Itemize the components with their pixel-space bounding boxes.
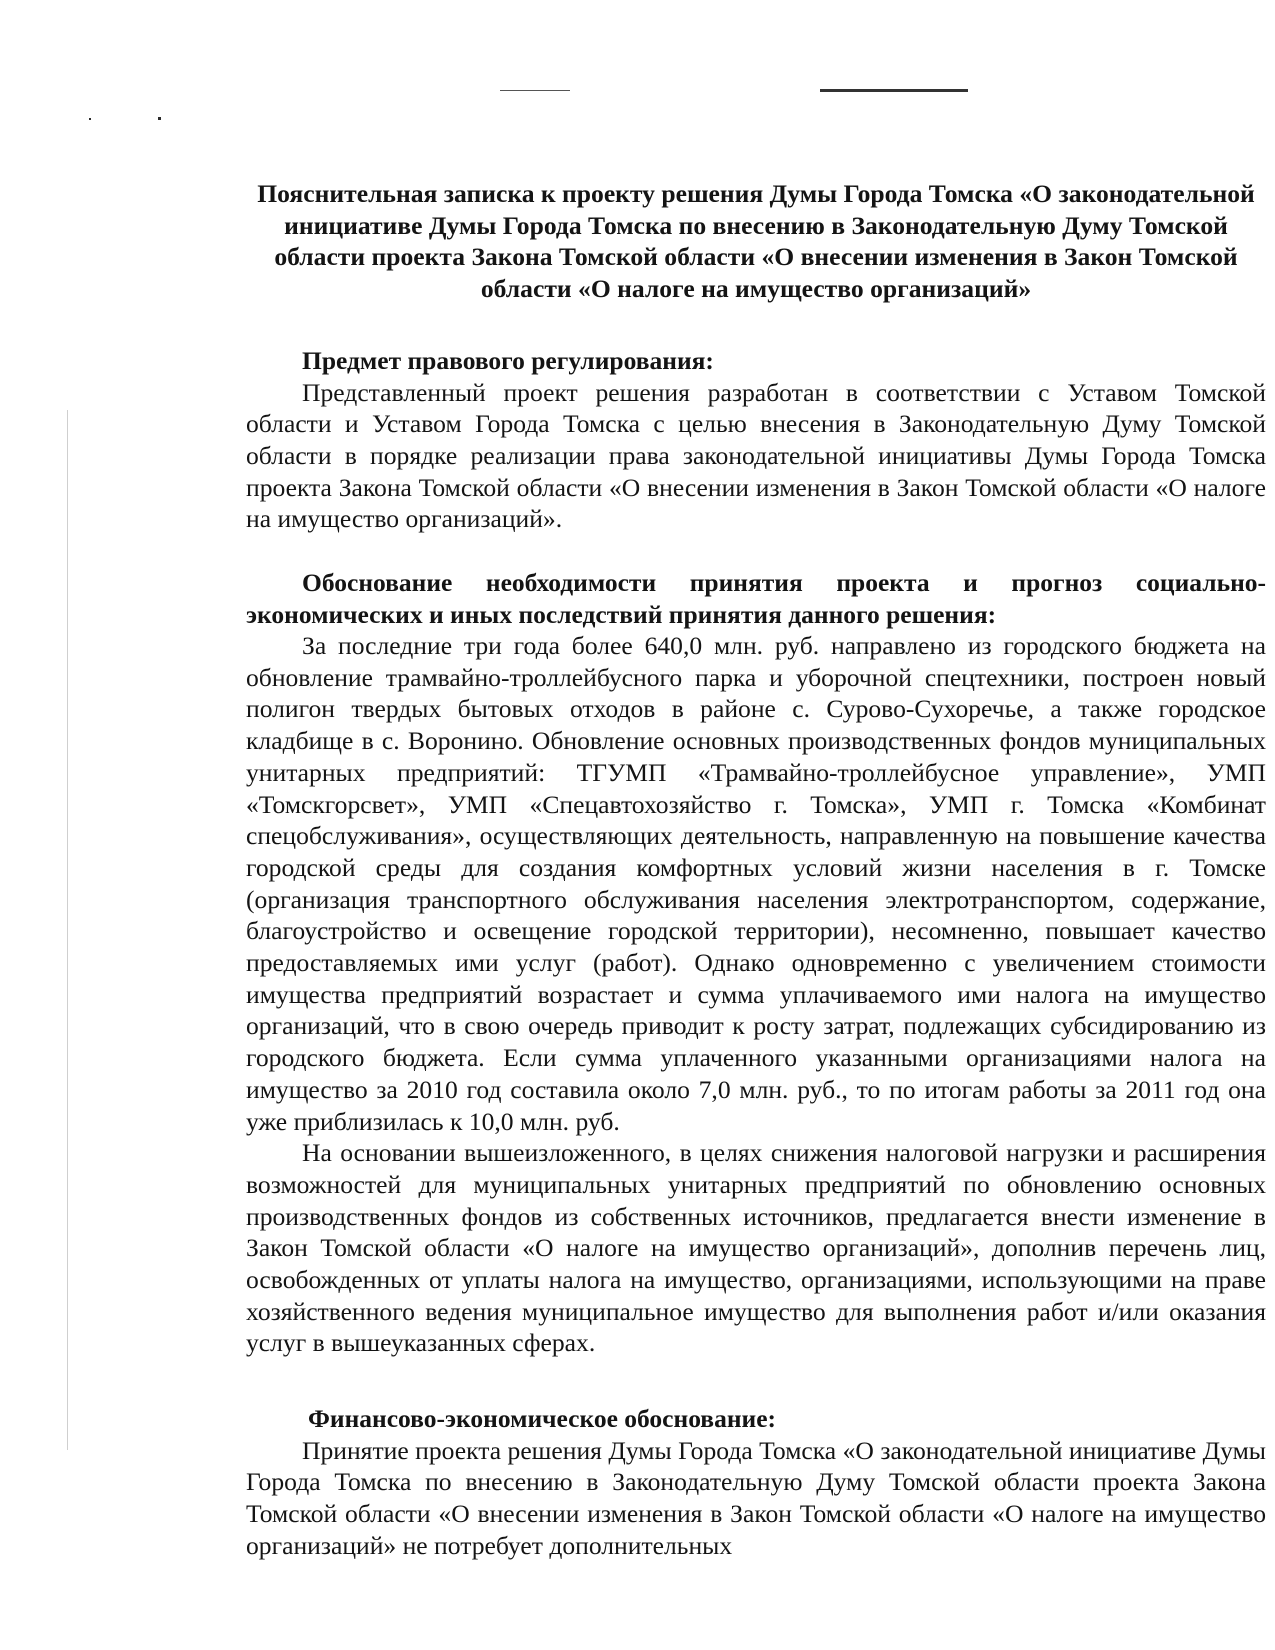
section-heading: Предмет правового регулирования: — [302, 346, 714, 375]
scan-dot-1 — [89, 118, 91, 120]
paragraph: Представленный проект решения разработан в соответствии с Уставом Томской области и Уставом Города Томска с целью внесения в Законодательную Думу Томской области в порядке реализации права законодательной инициативы Думы Города Томска проекта Закона Томской области «О внесении изменения в Закон Томской области «О налоге на имущество организаций». — [246, 377, 1266, 534]
paragraph: Принятие проекта решения Думы Города Томска «О законодательной инициативе Думы Города Томска по внесению в Законодательную Думу Томской области проекта Закона Томской области «О внесении изменения в Закон Томской области «О налоге на имущество организаций» не потребует дополнительных — [246, 1435, 1266, 1560]
scan-dash-left — [500, 90, 570, 91]
section-heading: Обоснование необходимости принятия проекта и прогноз социально-экономических и иных последствий принятия данного решения: — [246, 568, 1266, 629]
section-heading: Финансово-экономическое обоснование: — [308, 1404, 777, 1434]
scan-edge-line — [67, 410, 68, 1450]
paragraph: За последние три года более 640,0 млн. руб. направлено из городского бюджета на обновление трамвайно-троллейбусного парка и уборочной спецтехники, построен новый полигон твердых бытовых отходов в районе с. Сурово-Сухоречье, а также городское кладбище в с. Воронино. Обновление основных производственных фондов муниципальных унитарных предприятий: ТГУМП «Трамвайно-троллейбусное управление», УМП «Томскгорсвет», УМП «Спецавтохозяйство г. Томска», УМП г. Томска «Комбинат спецобслуживания», осуществляющих деятельность, направленную на повышение качества городской среды для создания комфортных условий жизни населения в г. Томске (организация транспортного обслуживания населения электротранспортом, содержание, благоустройство и освещение городской территории), несомненно, повышает качество предоставляемых ими услуг (работ). Однако одновременно с увеличением стоимости имущества предприятий возрастает и сумма уплачиваемого ими налога на имущество организаций, что в свою очередь приводит к росту затрат, подлежащих субсидированию из городского бюджета. Если сумма уплаченного указанными организациями налога на имущество за 2010 год составила около 7,0 млн. руб., то по итогам работы за 2011 год она уже приблизилась к 10,0 млн. руб. — [246, 631, 1266, 1136]
scan-dot-2 — [158, 117, 161, 120]
section-financial — [246, 1403, 1266, 1561]
document — [246, 178, 1266, 1562]
section-subject — [246, 345, 1266, 535]
paragraph: На основании вышеизложенного, в целях снижения налоговой нагрузки и расширения возможностей для муниципальных унитарных предприятий по обновлению основных производственных фондов из собственных источников, предлагается внести изменение в Закон Томской области «О налоге на имущество организаций», дополнив перечень лиц, освобожденных от уплаты налога на имущество, организациями, использующими на праве хозяйственного ведения муниципальное имущество для выполнения работ и/или оказания услуг в вышеуказанных сферах. — [246, 1138, 1266, 1358]
document-title: Пояснительная записка к проекту решения Думы Города Томска «О законодательной инициативе Думы Города Томска по внесению в Законодательную Думу Томской области проекта Закона Томской области «О внесении изменения в Закон Томской области «О налоге на имущество организаций» — [257, 179, 1255, 303]
scan-dash-right — [820, 89, 968, 92]
section-justification — [246, 567, 1266, 1359]
